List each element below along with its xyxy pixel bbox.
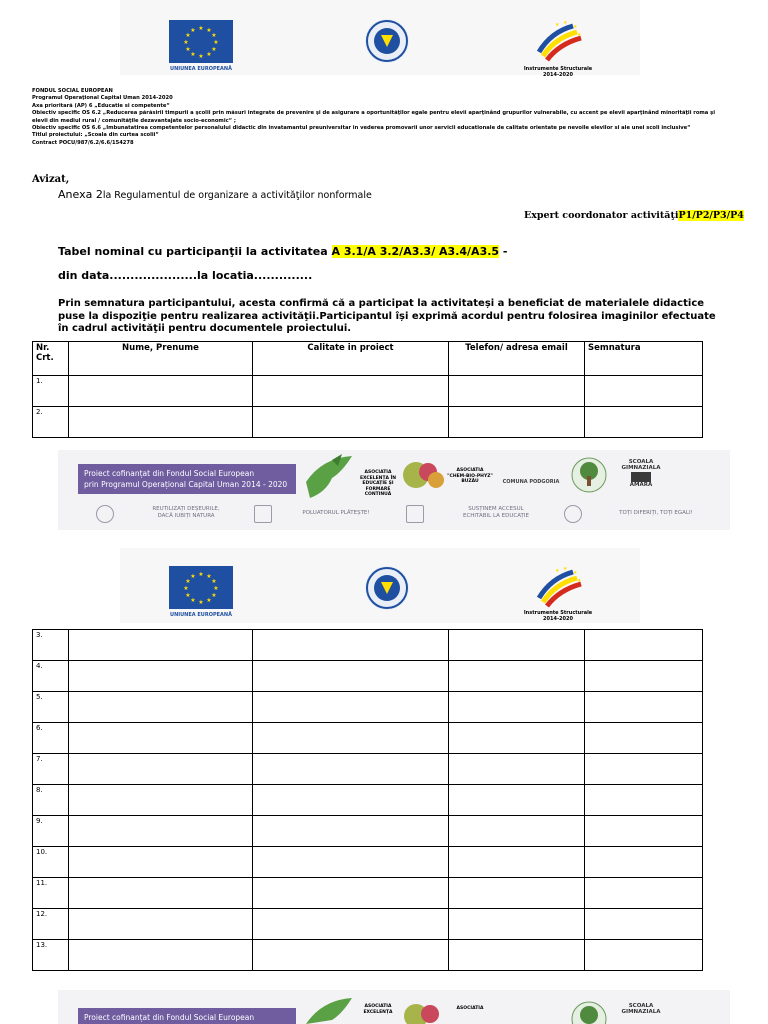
name-cell[interactable] xyxy=(69,909,253,940)
svg-text:★: ★ xyxy=(555,568,560,574)
slogan3-line2: ECHITABIL LA EDUCAȚIE xyxy=(462,513,530,519)
svg-text:★: ★ xyxy=(563,20,568,26)
anexa-line xyxy=(58,188,372,201)
slogan-education xyxy=(446,506,546,520)
header-role: Calitate in proiect xyxy=(253,342,449,376)
table-row xyxy=(33,816,703,847)
svg-text:★: ★ xyxy=(190,27,196,34)
svg-text:★: ★ xyxy=(185,578,191,585)
role-cell[interactable] xyxy=(253,816,449,847)
table-row xyxy=(33,754,703,785)
svg-text:★: ★ xyxy=(573,24,578,30)
eu-caption: UNIUNEA EUROPEANĂ xyxy=(170,66,232,72)
slogan-equality: TOȚI DIFERIȚI, TOȚI EGALI! xyxy=(619,510,693,516)
slogan3-line1: SUSȚINEM ACCESUL xyxy=(468,506,524,512)
contact-cell[interactable] xyxy=(449,723,585,754)
is-caption-line1: Instrumente Structurale xyxy=(523,66,593,72)
svg-text:★: ★ xyxy=(198,599,204,606)
signature-cell[interactable] xyxy=(585,407,703,438)
partner2-line2: "CHEM-BIO-PHYZ" xyxy=(447,473,493,479)
name-cell[interactable] xyxy=(69,407,253,438)
slogan1-line2: DACĂ IUBIȚI NATURA xyxy=(157,513,215,519)
romanian-government-seal-icon xyxy=(365,566,409,610)
contact-cell[interactable] xyxy=(449,940,585,971)
role-cell[interactable] xyxy=(253,630,449,661)
svg-text:★: ★ xyxy=(206,597,212,604)
footer-banner xyxy=(58,450,730,530)
header-nr: Nr. Crt. xyxy=(33,342,69,376)
role-cell[interactable] xyxy=(253,661,449,692)
svg-text:★: ★ xyxy=(190,573,196,580)
partner2-line3: BUZĂU xyxy=(461,479,479,484)
svg-text:★: ★ xyxy=(198,25,204,32)
partner2-caption xyxy=(440,468,500,485)
tabel-title-highlight: A 3.1/A 3.2/A3.3/ A3.4/A3.5 xyxy=(331,245,500,258)
table-row xyxy=(33,661,703,692)
date-location-line: din data.....................la locatia.............. xyxy=(58,269,313,282)
partner4-line3: AMARA xyxy=(629,482,653,488)
name-cell[interactable] xyxy=(69,847,253,878)
role-cell[interactable] xyxy=(253,754,449,785)
svg-text:★: ★ xyxy=(213,585,219,592)
excellence-association-logo-icon xyxy=(302,994,362,1024)
expert-label: Expert coordonator activităţi xyxy=(524,210,679,221)
factory-icon xyxy=(254,505,272,523)
table-row xyxy=(33,723,703,754)
signature-cell[interactable] xyxy=(585,661,703,692)
role-cell[interactable] xyxy=(253,723,449,754)
svg-text:★: ★ xyxy=(573,570,578,576)
signature-cell[interactable] xyxy=(585,785,703,816)
row-number: 7. xyxy=(33,754,69,785)
romanian-government-seal-icon xyxy=(365,19,409,63)
partner4-line2: GIMNAZIALA xyxy=(621,1008,661,1015)
cofinancing-box xyxy=(78,464,296,494)
table-row xyxy=(33,878,703,909)
partner2-caption: ASOCIATIA xyxy=(456,1006,484,1011)
svg-text:★: ★ xyxy=(211,592,217,599)
consent-paragraph: Prin semnatura participantului, acesta confirmă că a participat la activitateși a beneficiat de materialele didactice puse la dispoziţie pentru realizarea activităţii.Participantul își exprimă acordul pentru folosirea imaginilor efectuate în cadrul activităţii pentru documentele proiectului. xyxy=(58,298,716,334)
signature-cell[interactable] xyxy=(585,376,703,407)
name-cell[interactable] xyxy=(69,630,253,661)
program-line: Programul Operaţional Capital Uman 2014-2020 xyxy=(32,95,173,102)
program-line: Obiectiv specific OS 6.6 „Imbunatatirea competentelor personalului didactic din invatamantul preuniversitar in vederea promovarii unor servicii educationale de calitate orientate pe nevoile elevilor si ale unei scoli inclusive“ xyxy=(32,125,691,132)
leaf-icon xyxy=(96,505,114,523)
row-number: 10. xyxy=(33,847,69,878)
header-signature: Semnatura xyxy=(585,342,703,376)
role-cell[interactable] xyxy=(253,376,449,407)
participants-table-page1 xyxy=(32,341,703,438)
contact-cell[interactable] xyxy=(449,630,585,661)
svg-text:★: ★ xyxy=(185,592,191,599)
name-cell[interactable] xyxy=(69,816,253,847)
name-cell[interactable] xyxy=(69,785,253,816)
role-cell[interactable] xyxy=(253,909,449,940)
row-number: 11. xyxy=(33,878,69,909)
contact-cell[interactable] xyxy=(449,376,585,407)
name-cell[interactable] xyxy=(69,692,253,723)
svg-text:★: ★ xyxy=(198,571,204,578)
name-cell[interactable] xyxy=(69,661,253,692)
role-cell[interactable] xyxy=(253,692,449,723)
signature-cell[interactable] xyxy=(585,816,703,847)
avizat-label: Avizat, xyxy=(32,174,70,185)
is-caption-line2: 2014-2020 xyxy=(543,72,573,78)
expert-coordinator xyxy=(524,210,744,221)
program-line: Axa prioritară (AP) 6 „Educatie si competente“ xyxy=(32,102,170,109)
anexa-prefix: Anexa 2 xyxy=(58,188,103,201)
contact-cell[interactable] xyxy=(449,661,585,692)
tabel-title-suffix: - xyxy=(499,245,508,258)
participants-table-page2 xyxy=(32,629,703,971)
contact-cell[interactable] xyxy=(449,692,585,723)
name-cell[interactable] xyxy=(69,754,253,785)
program-line: Obiectiv specific OS 6.2 „Reducerea părăsirii timpurii a şcolii prin măsuri integrate de prevenire şi de asigurare a oportunităţilor egale pentru elevii aparţinând grupurilor vulnerabile, cu accent pe elevii aparţinând minorităţii roma şi elevii din mediul rural / comunităţile dezavantajate socio-economic“ ; xyxy=(32,110,715,124)
contact-cell[interactable] xyxy=(449,785,585,816)
school-tree-logo-icon xyxy=(570,1000,608,1024)
svg-text:★: ★ xyxy=(206,573,212,580)
structural-instruments-caption xyxy=(503,610,613,622)
contact-cell[interactable] xyxy=(449,909,585,940)
contact-cell[interactable] xyxy=(449,407,585,438)
row-number: 4. xyxy=(33,661,69,692)
is-caption-line2: 2014-2020 xyxy=(543,616,573,622)
name-cell[interactable] xyxy=(69,723,253,754)
cofinancing-line1: Proiect cofinanțat din Fondul Social European xyxy=(84,469,255,478)
svg-text:★: ★ xyxy=(206,27,212,34)
structural-instruments-logo-icon xyxy=(533,18,585,62)
row-number: 13. xyxy=(33,940,69,971)
signature-cell[interactable] xyxy=(585,878,703,909)
program-line: Titlul proiectului: „Scoala din curtea scolii“ xyxy=(32,132,159,139)
is-caption-line1: Instrumente Structurale xyxy=(523,610,593,616)
header-contact: Telefon/ adresa email xyxy=(449,342,585,376)
slogan-polluter: POLUATORUL PLĂTEȘTE! xyxy=(302,510,370,516)
school-book-icon xyxy=(631,472,651,482)
cofinancing-box xyxy=(78,1008,296,1024)
row-number: 8. xyxy=(33,785,69,816)
table-row xyxy=(33,940,703,971)
svg-text:★: ★ xyxy=(183,585,189,592)
row-number: 9. xyxy=(33,816,69,847)
svg-text:★: ★ xyxy=(185,32,191,39)
svg-text:★: ★ xyxy=(198,53,204,60)
partner3-caption: COMUNA PODGORIA xyxy=(502,479,560,485)
svg-text:★: ★ xyxy=(185,46,191,53)
eu-flag-icon xyxy=(169,566,233,609)
signature-cell[interactable] xyxy=(585,630,703,661)
contact-cell[interactable] xyxy=(449,847,585,878)
svg-text:★: ★ xyxy=(211,578,217,585)
partner4-caption xyxy=(618,1004,664,1015)
table-row xyxy=(33,785,703,816)
partner4-caption xyxy=(618,460,664,489)
footer-banner-page2 xyxy=(58,990,730,1024)
role-cell[interactable] xyxy=(253,878,449,909)
program-line: FONDUL SOCIAL EUROPEAN xyxy=(32,88,113,94)
school-tree-logo-icon xyxy=(570,456,608,494)
structural-instruments-logo-icon xyxy=(533,564,585,608)
name-cell[interactable] xyxy=(69,376,253,407)
svg-text:★: ★ xyxy=(211,46,217,53)
slogan-recycle xyxy=(138,506,234,520)
tabel-title xyxy=(58,245,507,258)
table-row xyxy=(33,692,703,723)
signature-cell[interactable] xyxy=(585,940,703,971)
table-row xyxy=(33,407,703,438)
row-number: 3. xyxy=(33,630,69,661)
contact-cell[interactable] xyxy=(449,816,585,847)
signature-cell[interactable] xyxy=(585,754,703,785)
svg-text:★: ★ xyxy=(555,22,560,28)
header-name: Nume, Prenume xyxy=(69,342,253,376)
partner4-line1: SCOALA xyxy=(628,459,654,465)
svg-text:★: ★ xyxy=(577,578,582,584)
table-row xyxy=(33,630,703,661)
excellence-association-logo-icon xyxy=(302,452,362,502)
signature-cell[interactable] xyxy=(585,847,703,878)
signature-cell[interactable] xyxy=(585,909,703,940)
role-cell[interactable] xyxy=(253,785,449,816)
eu-flag-icon xyxy=(169,20,233,63)
signature-cell[interactable] xyxy=(585,692,703,723)
structural-instruments-caption xyxy=(503,66,613,78)
table-row xyxy=(33,847,703,878)
cofinancing-line1: Proiect cofinanțat din Fondul Social European xyxy=(84,1013,255,1022)
svg-text:★: ★ xyxy=(190,597,196,604)
partner1-caption: ASOCIATIA EXCELENȚA ÎN EDUCAȚIE ȘI FORMARE CONTINUĂ xyxy=(359,470,397,497)
row-number: 1. xyxy=(33,376,69,407)
svg-text:★: ★ xyxy=(563,566,568,572)
svg-text:★: ★ xyxy=(577,32,582,38)
table-row xyxy=(33,376,703,407)
partner4-line2: GIMNAZIALA xyxy=(621,464,661,471)
role-cell[interactable] xyxy=(253,940,449,971)
row-number: 12. xyxy=(33,909,69,940)
role-cell[interactable] xyxy=(253,847,449,878)
role-cell[interactable] xyxy=(253,407,449,438)
cofinancing-line2: prin Programul Operațional Capital Uman 2014 - 2020 xyxy=(84,480,288,489)
eu-caption: UNIUNEA EUROPEANĂ xyxy=(170,612,232,618)
slogan1-line1: REUTILIZAȚI DEȘEURILE, xyxy=(152,506,220,512)
svg-text:★: ★ xyxy=(206,51,212,58)
svg-text:★: ★ xyxy=(183,39,189,46)
program-info xyxy=(32,88,732,147)
book-icon xyxy=(406,505,424,523)
partner2-line1: ASOCIATIA xyxy=(456,468,484,473)
expert-highlight: P1/P2/P3/P4 xyxy=(678,210,744,221)
signature-cell[interactable] xyxy=(585,723,703,754)
table-row xyxy=(33,909,703,940)
row-number: 6. xyxy=(33,723,69,754)
contact-cell[interactable] xyxy=(449,754,585,785)
tabel-title-text: Tabel nominal cu participanţii la activitatea xyxy=(58,245,332,258)
name-cell[interactable] xyxy=(69,940,253,971)
table-header-row xyxy=(33,342,703,376)
partner4-line1: SCOALA xyxy=(628,1003,654,1009)
row-number: 5. xyxy=(33,692,69,723)
program-line: Contract POCU/987/6.2/6.6/154278 xyxy=(32,139,134,146)
anexa-rest: la Regulamentul de organizare a activităţilor nonformale xyxy=(102,190,372,201)
row-number: 2. xyxy=(33,407,69,438)
name-cell[interactable] xyxy=(69,878,253,909)
people-icon xyxy=(564,505,582,523)
svg-text:★: ★ xyxy=(190,51,196,58)
svg-text:★: ★ xyxy=(213,39,219,46)
partner1-caption: ASOCIATIA EXCELENȚA xyxy=(363,1004,393,1015)
contact-cell[interactable] xyxy=(449,878,585,909)
svg-text:★: ★ xyxy=(211,32,217,39)
